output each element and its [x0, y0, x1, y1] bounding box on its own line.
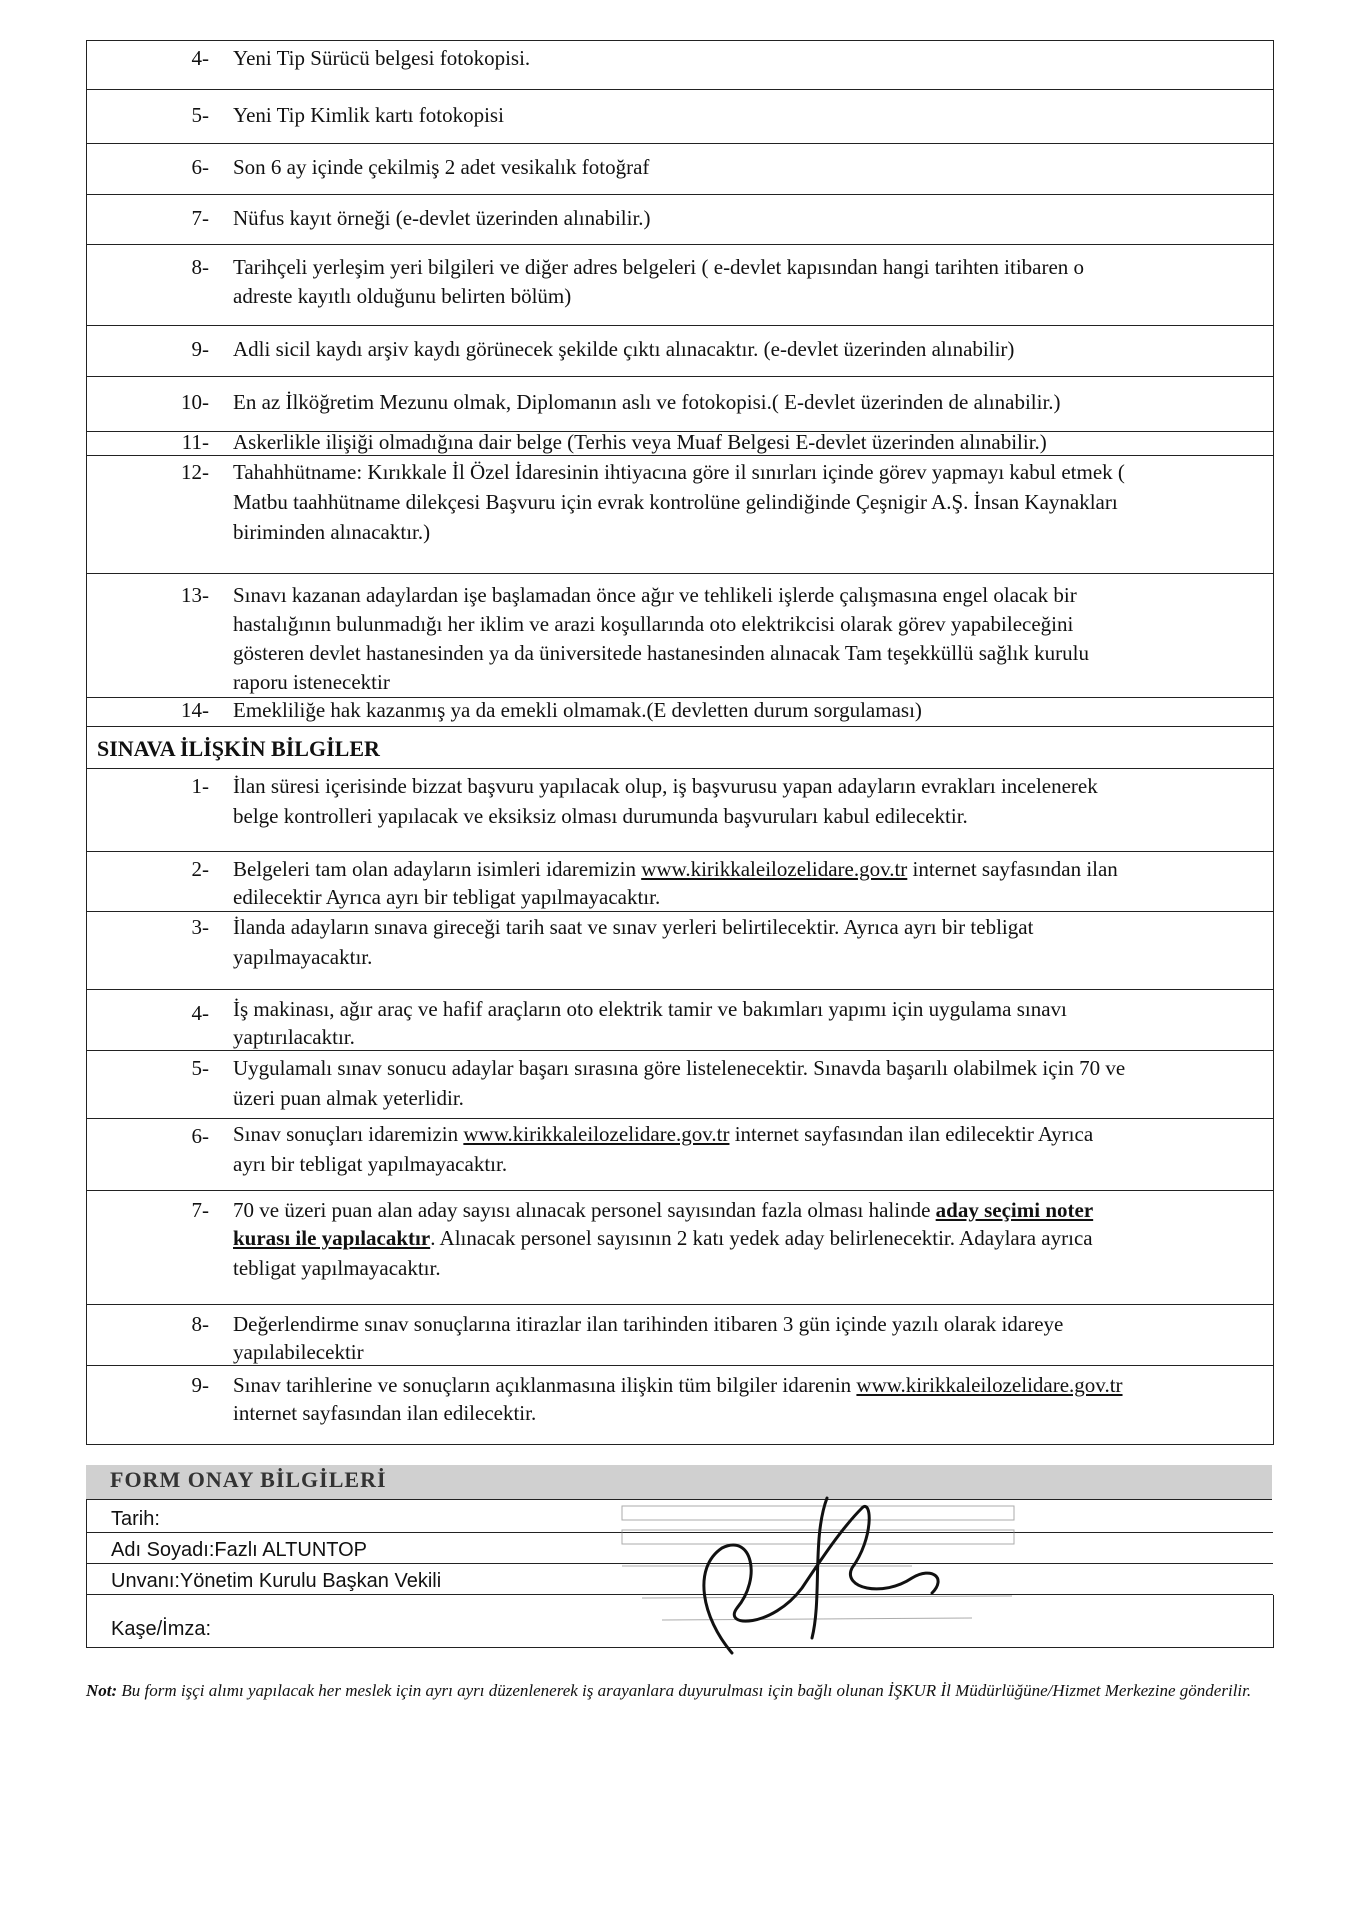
exam-row: 8- Değerlendirme sınav sonuçlarına itirazlar ilan tarihinden itibaren 3 gün içinde yazılı olarak idareye yapılabilecektir — [87, 1305, 1273, 1366]
exam-row: 3- İlanda adayların sınava gireceği tarih saat ve sınav yerleri belirtilecektir. Ayrıca ayrı bir tebligat yapılmayacaktır. — [87, 912, 1273, 990]
exam-row: 1- İlan süresi içerisinde bizzat başvuru yapılacak olup, iş başvurusu yapan adayların evrakları incelenerek belge kontrolleri yapılacak ve eksiksiz olması durumunda başvuruları kabul edilecektir. — [87, 769, 1273, 852]
requirement-row: 12- Tahahhütname: Kırıkkale İl Özel İdaresinin ihtiyacına göre il sınırları içinde görev yapmayı kabul etmek ( Matbu taahhütname dilekçesi Başvuru için evrak kontrolüne gelindiğinde Çeşnigir A.Ş. İnsan Kaynakları biriminden alınacaktır.) — [87, 456, 1273, 574]
requirement-row: 9- Adli sicil kaydı arşiv kaydı görünecek şekilde çıktı alınacaktır. (e-devlet üzerinden alınabilir) — [87, 326, 1273, 377]
website-link[interactable]: www.kirikkaleilozelidare.gov.tr — [641, 857, 908, 881]
form-title-row: Unvanı:Yönetim Kurulu Başkan Vekili — [86, 1564, 1273, 1595]
requirement-row: 7- Nüfus kayıt örneği (e-devlet üzerinden alınabilir.) — [87, 195, 1273, 245]
exam-row: 4- İş makinası, ağır araç ve hafif araçların oto elektrik tamir ve bakımları yapımı için uygulama sınavı yaptırılacaktır. — [87, 990, 1273, 1051]
requirement-row: 6- Son 6 ay içinde çekilmiş 2 adet vesikalık fotoğraf — [87, 144, 1273, 195]
requirement-row: 11- Askerlikle ilişiği olmadığına dair belge (Terhis veya Muaf Belgesi E-devlet üzerinden alınabilir.) — [87, 432, 1273, 456]
footnote: Not: Bu form işçi alımı yapılacak her meslek için ayrı ayrı düzenlenerek iş arayanlara duyurulması için bağlı olunan İŞKUR İl Müdürlüğüne/Hizmet Merkezine gönderilir. — [86, 1681, 1252, 1700]
exam-row: 2- Belgeleri tam olan adayların isimleri idaremizin www.kirikkaleilozelidare.gov.tr internet sayfasından ilan edilecektir Ayrıca ayrı bir tebligat yapılmayacaktır. — [87, 852, 1273, 912]
website-link[interactable]: www.kirikkaleilozelidare.gov.tr — [856, 1373, 1123, 1397]
stamp-signature — [612, 1478, 1032, 1668]
requirements-table — [86, 40, 1274, 1445]
exam-row: 6- Sınav sonuçları idaremizin www.kirikkaleilozelidare.gov.tr internet sayfasından ilan edilecektir Ayrıca ayrı bir tebligat yapılmayacaktır. — [87, 1119, 1273, 1191]
exam-row: 5- Uygulamalı sınav sonucu adaylar başarı sırasına göre listelenecektir. Sınavda başarılı olabilmek için 70 ve üzeri puan almak yeterlidir. — [87, 1051, 1273, 1119]
exam-row: 7- 70 ve üzeri puan alan aday sayısı alınacak personel sayısından fazla olması halinde aday seçimi noter kurası ile yapılacaktır. Alınacak personel sayısının 2 katı yedek aday belirlenecektir. Adaylara ayrıca tebligat yapılmayacaktır. — [87, 1191, 1273, 1305]
section-heading: SINAVA İLİŞKİN BİLGİLER — [97, 736, 380, 761]
form-date-row: Tarih: — [86, 1500, 1273, 1533]
exam-row: 9- Sınav tarihlerine ve sonuçların açıklanmasına ilişkin tüm bilgiler idarenin www.kirikkaleilozelidare.gov.tr internet sayfasından ilan edilecektir. — [191, 1373, 1123, 1425]
website-link[interactable]: www.kirikkaleilozelidare.gov.tr — [463, 1122, 730, 1146]
form-heading: FORM ONAY BİLGİLERİ — [110, 1467, 387, 1492]
requirement-row: 5- Yeni Tip Kimlik kartı fotokopisi — [87, 90, 1273, 144]
requirement-row: 8- Tarihçeli yerleşim yeri bilgileri ve diğer adres belgeleri ( e-devlet kapısından hangi tarihten itibaren o adreste kayıtlı olduğunu belirten bölüm) — [87, 245, 1273, 326]
form-name-row: Adı Soyadı:Fazlı ALTUNTOP — [86, 1533, 1273, 1564]
requirement-row: 4- Yeni Tip Sürücü belgesi fotokopisi. — [87, 41, 1273, 90]
exam-section-heading-row — [87, 727, 1273, 769]
form-stamp-row: Kaşe/İmza: — [86, 1595, 1274, 1648]
requirement-row: 14- Emekliliğe hak kazanmış ya da emekli olmamak.(E devletten durum sorgulaması) — [87, 698, 1273, 727]
requirement-row: 13- Sınavı kazanan adaylardan işe başlamadan önce ağır ve tehlikeli işlerde çalışmasına engel olacak bir hastalığının bulunmadığı her iklim ve arazi koşullarında oto elektrikcisi olarak görev yapabileceğini gösteren devlet hastanesinden ya da üniversitede hastanesinden alınacak Tam teşekküllü sağlık kurulu raporu istenecektir — [87, 574, 1273, 698]
requirement-row: 10- En az İlköğretim Mezunu olmak, Diplomanın aslı ve fotokopisi.( E-devlet üzerinden de alınabilir.) — [87, 377, 1273, 432]
